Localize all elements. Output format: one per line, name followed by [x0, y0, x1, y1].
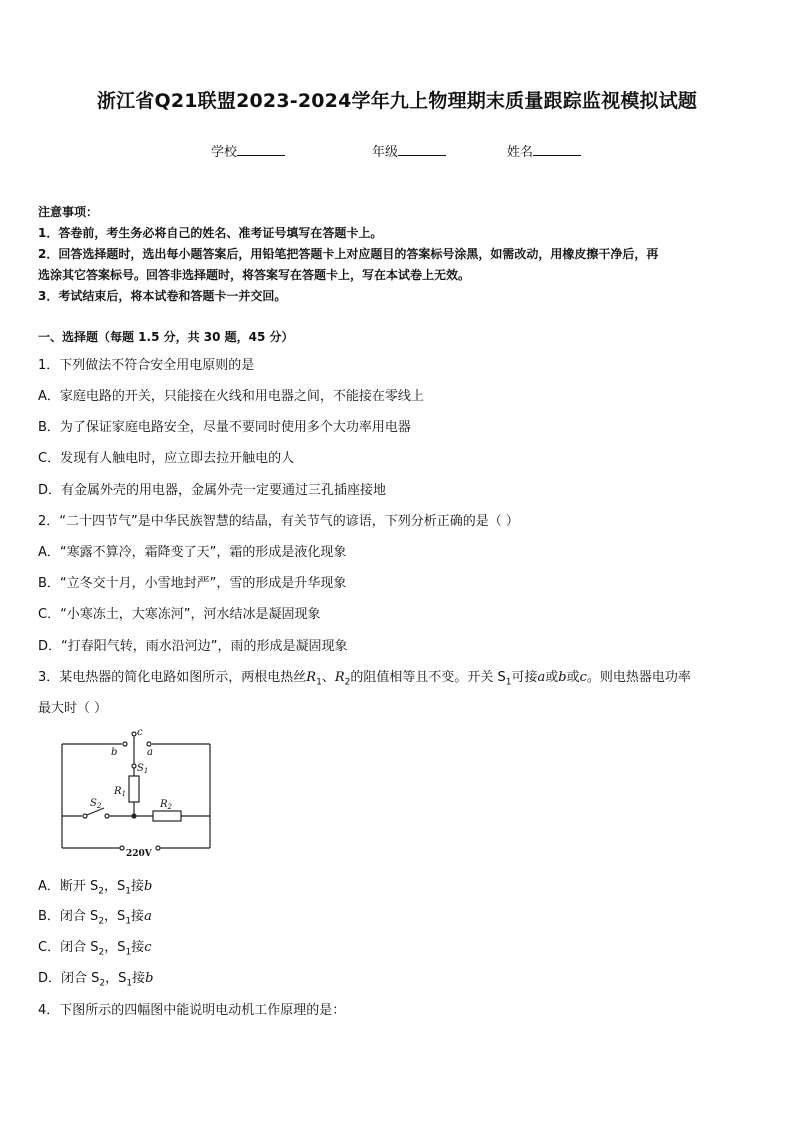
name-label: 姓名 — [507, 145, 534, 160]
q3-text: 的阻值相等且不变。开关 S — [350, 670, 506, 685]
resistor-r2 — [153, 811, 181, 821]
q2-option-d: D．“打春阳气转，雨水沿河边”，雨的形成是凝固现象 — [38, 639, 348, 654]
notice-item: 1．答卷前，考生务必将自己的姓名、准考证号填写在答题卡上。 — [38, 226, 383, 240]
q3-r1: R — [306, 670, 317, 685]
q1-option-a: A．家庭电路的开关，只能接在火线和用电器之间，不能接在零线上 — [38, 389, 424, 404]
q3-r2: R — [334, 670, 345, 685]
supply-terminal — [156, 846, 160, 850]
grade-field — [372, 141, 446, 160]
label-r1: $R_1$ — [114, 786, 126, 798]
q3-term-b: b — [558, 670, 567, 685]
notice-item: 3．考试结束后，将本试卷和答题卡一并交回。 — [38, 289, 287, 303]
q2-option-c: C．“小寒冻土，大寒冻河”，河水结冰是凝固现象 — [38, 607, 321, 622]
section-heading: 一、选择题（每题 1.5 分，共 30 题，45 分） — [38, 330, 294, 344]
q3-option-c: C．闭合 $S_2$，$S_1$接c — [38, 940, 152, 958]
label-s1: $S_1$ — [137, 763, 149, 775]
q3-text: 。则电热器电功率 — [586, 670, 691, 685]
resistor-r1 — [129, 776, 139, 802]
q3-term-a: a — [537, 670, 546, 685]
label-c: c — [137, 727, 143, 738]
terminal-b — [123, 742, 127, 746]
grade-label: 年级 — [372, 145, 399, 160]
school-label: 学校 — [211, 145, 238, 160]
q3-r2-sub: 2 — [344, 677, 351, 688]
question-3-stem — [38, 666, 691, 688]
notice-item: 选涂其它答案标号。回答非选择题时，将答案写在答题卡上，写在本试卷上无效。 — [38, 268, 471, 282]
q1-option-b: B．为了保证家庭电路安全，尽量不要同时使用多个大功率用电器 — [38, 420, 411, 435]
label-a: a — [147, 747, 153, 758]
q3-term-c: c — [579, 670, 587, 685]
switch-s2-contact — [105, 814, 109, 818]
q3-s1-sub: 1 — [505, 677, 512, 688]
school-field — [211, 141, 285, 160]
grade-blank — [398, 143, 446, 156]
question-1-stem: 1．下列做法不符合安全用电原则的是 — [38, 358, 255, 373]
q3-or: 或 — [566, 670, 580, 685]
q3-option-b: B．闭合 $S_2$，$S_1$接a — [38, 909, 152, 927]
school-blank — [237, 143, 285, 156]
q3-r1-sub: 1 — [316, 677, 322, 688]
question-2-stem: 2．“二十四节气”是中华民族智慧的结晶，有关节气的谚语，下列分析正确的是（ ） — [38, 514, 519, 529]
label-s2: $S_2$ — [90, 798, 102, 810]
notice-item: 2．回答选择题时，选出每小题答案后，用铅笔把答题卡上对应题目的答案标号涂黑，如需改动，用橡皮擦干净后，再 — [38, 247, 659, 261]
junction — [132, 814, 136, 818]
label-voltage: 220V — [126, 849, 152, 859]
q3-option-a: A．断开 $S_2$，$S_1$接b — [38, 879, 153, 897]
q2-option-a: A．“寒露不算冷，霜降变了天”，霜的形成是液化现象 — [38, 545, 347, 560]
switch-s1-pivot — [132, 764, 136, 768]
question-3-stem-line2: 最大时（ ） — [38, 701, 108, 716]
q3-or: 或 — [545, 670, 559, 685]
question-4-stem: 4．下图所示的四幅图中能说明电动机工作原理的是： — [38, 1003, 346, 1018]
switch-s2-contact — [83, 814, 87, 818]
page-title: 浙江省Q21联盟2023-2024学年九上物理期末质量跟踪监视模拟试题 — [96, 90, 698, 112]
supply-terminal — [120, 846, 124, 850]
circuit-diagram — [52, 724, 222, 864]
q3-text: 可接 — [511, 670, 538, 685]
q1-option-c: C．发现有人触电时，应立即去拉开触电的人 — [38, 451, 295, 466]
label-b: b — [111, 747, 118, 758]
switch-s2-blade — [87, 808, 104, 815]
name-field — [507, 141, 581, 160]
q3-text: 3．某电热器的简化电路如图所示，两根电热丝 — [38, 670, 307, 685]
q1-option-d: D．有金属外壳的用电器，金属外壳一定要通过三孔插座接地 — [38, 483, 387, 498]
terminal-c — [132, 732, 136, 736]
q3-option-d: D．闭合 $S_2$，$S_1$接b — [38, 971, 154, 989]
q3-sep: 、 — [321, 670, 335, 685]
name-blank — [533, 143, 581, 156]
notice-heading: 注意事项： — [38, 205, 99, 219]
label-r2: $R_2$ — [160, 799, 172, 811]
q2-option-b: B．“立冬交十月，小雪地封严”，雪的形成是升华现象 — [38, 576, 347, 591]
terminal-a — [147, 742, 151, 746]
